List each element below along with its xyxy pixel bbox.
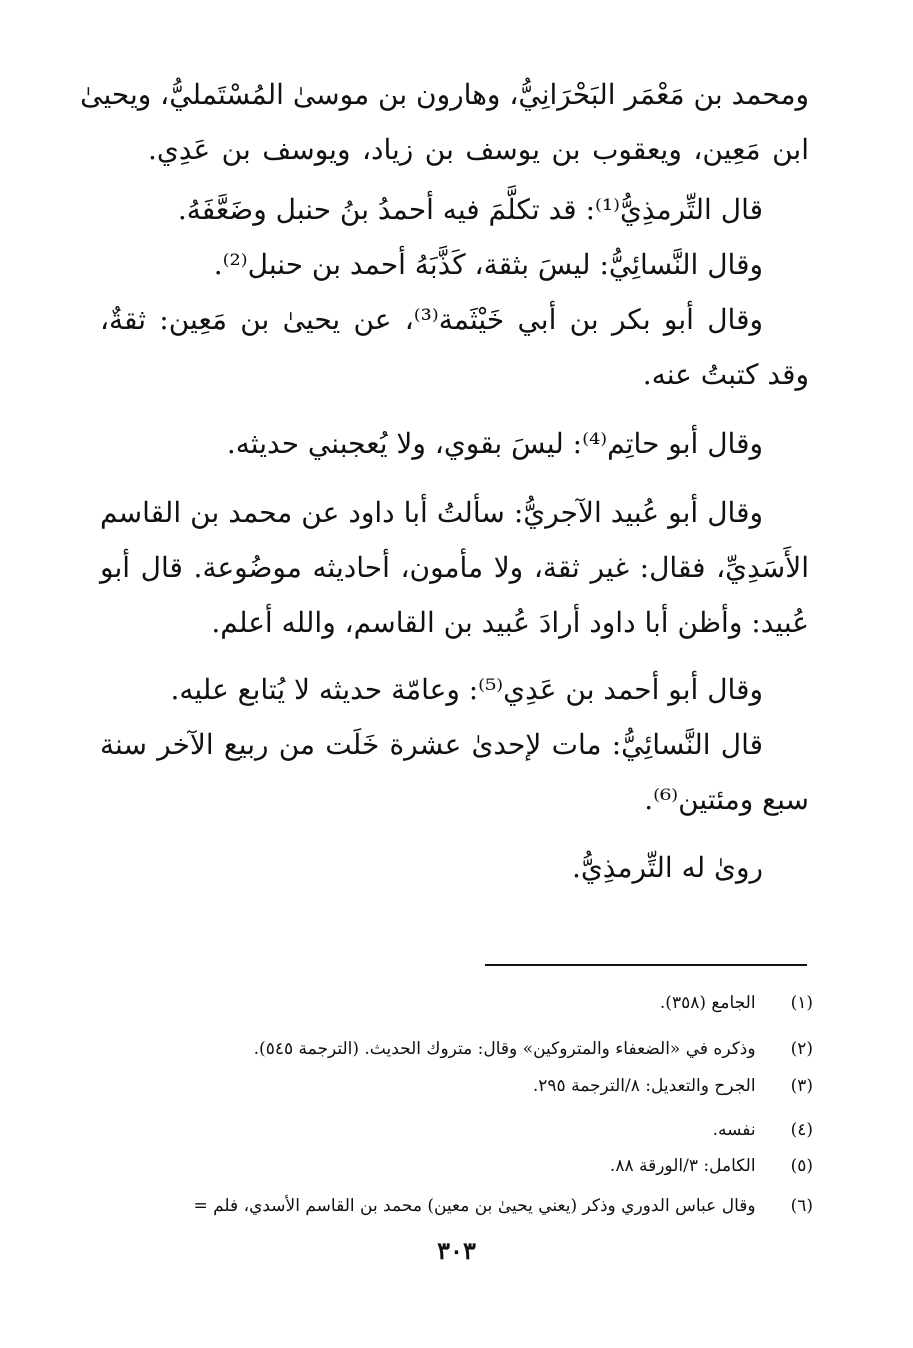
body-line-10: عُبيد: وأظن أبا داود أرادَ عُبيد بن القاسم، والله أعلم. (211, 606, 809, 639)
footnote-number: (٤) (790, 1120, 813, 1140)
body-line-7: وقال أبو حاتِم⁽⁴⁾: ليسَ بقوي، ولا يُعجبني حديثه. (226, 427, 763, 460)
body-line-8: وقال أبو عُبيد الآجريُّ: سألتُ أبا داود عن محمد بن القاسم (100, 496, 763, 529)
body-line-11: وقال أبو أحمد بن عَدِي⁽⁵⁾: وعامّة حديثه لا يُتابع عليه. (170, 673, 763, 706)
body-line-4: وقال النَّسائِيُّ: ليسَ بثقة، كَذَّبَهُ أحمد بن حنبل⁽²⁾. (213, 248, 763, 281)
body-line-6: وقد كتبتُ عنه. (642, 358, 809, 391)
footnote-number: (٥) (790, 1156, 813, 1176)
footnote-4 (713, 1117, 813, 1143)
footnote-number: (٣) (790, 1076, 813, 1096)
body-line-1: ومحمد بن مَعْمَر البَحْرَانِيُّ، وهارون بن موسىٰ المُسْتَمليُّ، ويحيىٰ (80, 78, 809, 111)
footnote-2 (254, 1036, 813, 1062)
footnote-number: (٢) (790, 1039, 813, 1059)
footnote-5 (610, 1153, 813, 1179)
footnote-separator (485, 964, 807, 966)
footnote-text: الكامل: ٣/الورقة ٨٨. (609, 1156, 756, 1176)
footnote-number: (٦) (790, 1196, 813, 1216)
page-number: ٣٠٣ (437, 1236, 476, 1265)
body-line-9: الأَسَدِيِّ، فقال: غير ثقة، ولا مأمون، أحاديثه موضُوعة. قال أبو (100, 551, 809, 584)
footnote-1 (660, 990, 813, 1016)
body-line-14: روىٰ له التِّرمذِيُّ. (571, 851, 763, 884)
body-line-3: قال التِّرمذِيُّ⁽¹⁾: قد تكلَّمَ فيه أحمدُ بنُ حنبل وضَعَّفَهُ. (177, 193, 763, 226)
body-line-13: سبع ومئتين⁽⁶⁾. (644, 783, 809, 816)
footnote-3 (533, 1073, 813, 1099)
footnote-number: (١) (790, 993, 813, 1013)
footnote-text: الجامع (٣٥٨). (659, 993, 756, 1013)
body-line-12: قال النَّسائِيُّ: مات لإحدىٰ عشرة خَلَت من ربيع الآخر سنة (100, 728, 763, 761)
footnote-text: وقال عباس الدوري وذكر (يعني يحيىٰ بن معين) محمد بن القاسم الأسدي، فلم = (193, 1196, 756, 1216)
footnote-text: نفسه. (712, 1120, 756, 1140)
footnote-6 (193, 1193, 813, 1219)
body-line-2: ابن مَعِين، ويعقوب بن يوسف بن زياد، ويوسف بن عَدِي. (148, 133, 809, 166)
body-line-5: وقال أبو بكر بن أبي خَيْثَمة⁽³⁾، عن يحيىٰ بن مَعِين: ثقةٌ، (100, 303, 763, 336)
footnote-text: وذكره في «الضعفاء والمتروكين» وقال: متروك الحديث. (الترجمة ٥٤٥). (253, 1039, 756, 1059)
footnote-text: الجرح والتعديل: ٨/الترجمة ٢٩٥. (532, 1076, 756, 1096)
